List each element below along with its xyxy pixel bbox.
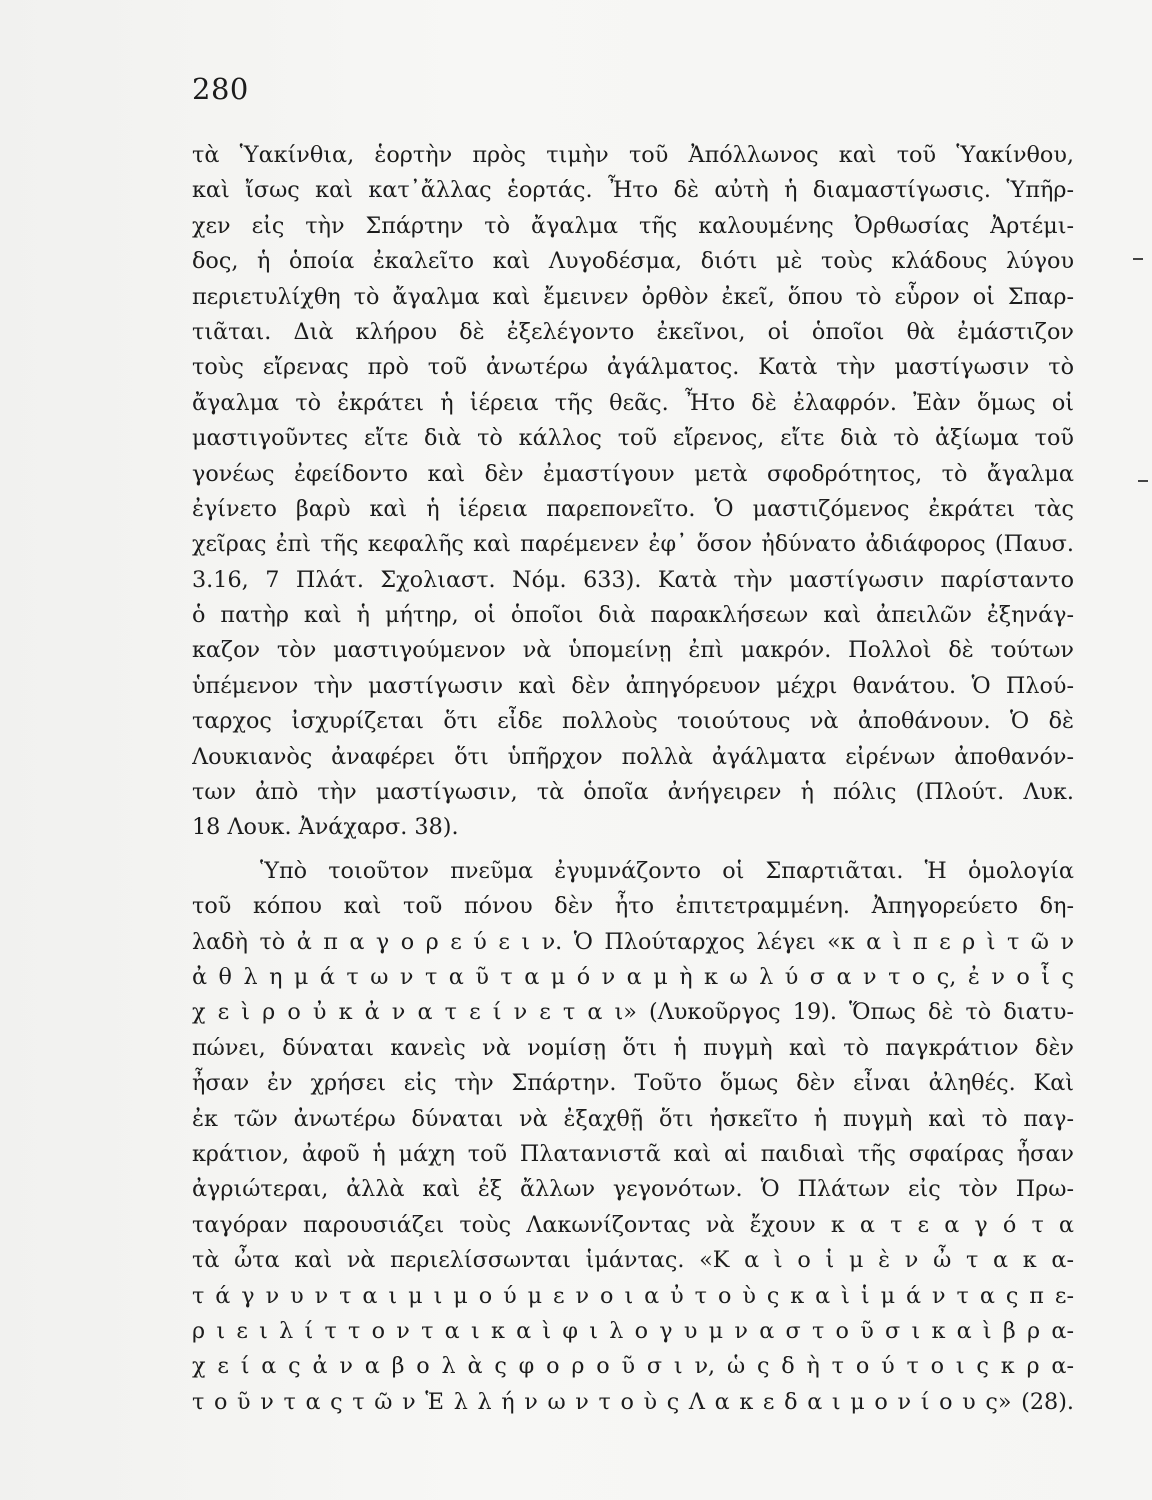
text-line: ὁ πατὴρ καὶ ἡ μήτηρ, οἱ ὁποῖοι διὰ παρακλήσεων καὶ ἀπειλῶν ἐξηνάγ- (192, 602, 1074, 629)
text-line: Ὑπὸ τοιοῦτον πνεῦμα ἐγυμνάζοντο οἱ Σπαρτιᾶται. Ἡ ὁμολογία (260, 857, 1074, 884)
margin-tick (1138, 480, 1148, 482)
text-line: 18 Λουκ. Ἀνάχαρσ. 38). (192, 814, 459, 841)
text-line: τ ο ῦ ν τ α ς τ ῶ ν Ἑ λ λ ή ν ω ν τ ο ὺ ς Λ α κ ε δ α ι μ ο ν ί ο υ ς» (28). (192, 1388, 1074, 1415)
text-line: ρ ι ε ι λ ί τ τ ο ν τ α ι κ α ὶ φ ι λ ο γ υ μ ν α σ τ ο ῦ σ ι κ α ὶ β ρ α- (192, 1317, 1074, 1344)
text-line: ἀγριώτεραι, ἀλλὰ καὶ ἐξ ἄλλων γεγονότων. Ὁ Πλάτων εἰς τὸν Πρω- (192, 1176, 1074, 1203)
text-line: Λουκιανὸς ἀναφέρει ὅτι ὑπῆρχον πολλὰ ἀγάλματα εἰρένων ἀποθανόν- (192, 743, 1074, 770)
text-line: τὰ Ὑακίνθια, ἑορτὴν πρὸς τιμὴν τοῦ Ἀπόλλωνος καὶ τοῦ Ὑακίνθου, (192, 142, 1074, 168)
text-line: ταγόραν παρουσιάζει τοὺς Λακωνίζοντας νὰ ἔχουν κ α τ ε α γ ό τ α (192, 1211, 1074, 1238)
text-line: χ ε ὶ ρ ο ὐ κ ἀ ν α τ ε ί ν ε τ α ι» (Λυκοῦργος 19). Ὅπως δὲ τὸ διατυ- (192, 999, 1074, 1026)
text-line: λαδὴ τὸ ἀ π α γ ο ρ ε ύ ε ι ν. Ὁ Πλούταρχος λέγει «κ α ὶ π ε ρ ὶ τ ῶ ν (192, 928, 1074, 955)
text-line: πώνει, δύναται κανεὶς νὰ νομίσῃ ὅτι ἡ πυγμὴ καὶ τὸ παγκράτιον δὲν (192, 1034, 1074, 1061)
text-line: γονέως ἐφείδοντο καὶ δὲν ἐμαστίγουν μετὰ σφοδρότητος, τὸ ἄγαλμα (192, 460, 1074, 487)
text-line: τ ά γ ν υ ν τ α ι μ ι μ ο ύ μ ε ν ο ι α ὐ τ ο ὺ ς κ α ὶ ἱ μ ά ν τ α ς π ε- (192, 1282, 1074, 1309)
margin-tick (1133, 258, 1143, 260)
text-line: ἄγαλμα τὸ ἐκράτει ἡ ἱέρεια τῆς θεᾶς. Ἦτο δὲ ἐλαφρόν. Ἐὰν ὅμως οἱ (192, 389, 1074, 416)
page-number: 280 (192, 72, 249, 106)
text-line: τιᾶται. Διὰ κλήρου δὲ ἐξελέγοντο ἐκεῖνοι, οἱ ὁποῖοι θὰ ἐμάστιζον (192, 318, 1074, 345)
text-line: χεν εἰς τὴν Σπάρτην τὸ ἄγαλμα τῆς καλουμένης Ὀρθωσίας Ἀρτέμι- (192, 212, 1074, 239)
text-line: χεῖρας ἐπὶ τῆς κεφαλῆς καὶ παρέμενεν ἐφ᾿ ὅσον ἠδύνατο ἀδιάφορος (Παυσ. (192, 531, 1074, 558)
text-line: ἐγίνετο βαρὺ καὶ ἡ ἱέρεια παρεπονεῖτο. Ὁ μαστιζόμενος ἐκράτει τὰς (192, 495, 1074, 522)
text-line: καζον τὸν μαστιγούμενον νὰ ὑπομείνῃ ἐπὶ μακρόν. Πολλοὶ δὲ τούτων (192, 637, 1074, 664)
text-line: δος, ἡ ὁποία ἐκαλεῖτο καὶ Λυγοδέσμα, διότι μὲ τοὺς κλάδους λύγου (192, 248, 1074, 275)
text-line: 3.16, 7 Πλάτ. Σχολιαστ. Νόμ. 633). Κατὰ τὴν μαστίγωσιν παρίσταντο (192, 566, 1074, 593)
paragraph-gap (192, 846, 1074, 854)
text-line: μαστιγοῦντες εἴτε διὰ τὸ κάλλος τοῦ εἴρενος, εἴτε διὰ τὸ ἀξίωμα τοῦ (192, 425, 1074, 452)
text-line: καὶ ἴσως καὶ κατ᾿ἄλλας ἑορτάς. Ἦτο δὲ αὐτὴ ἡ διαμαστίγωσις. Ὑπῆρ- (192, 177, 1074, 204)
text-line: των ἀπὸ τὴν μαστίγωσιν, τὰ ὁποῖα ἀνήγειρεν ἡ πόλις (Πλούτ. Λυκ. (192, 779, 1074, 806)
text-line: περιετυλίχθη τὸ ἄγαλμα καὶ ἔμεινεν ὀρθὸν ἐκεῖ, ὅπου τὸ εὗρον οἱ Σπαρ- (192, 283, 1074, 310)
text-line: ἀ θ λ η μ ά τ ω ν τ α ῦ τ α μ ό ν α μ ὴ κ ω λ ύ σ α ν τ ο ς, ἐ ν ο ἷ ς (192, 963, 1074, 990)
body-text (192, 138, 1074, 1420)
text-line: ὑπέμενον τὴν μαστίγωσιν καὶ δὲν ἀπηγόρευον μέχρι θανάτου. Ὁ Πλού- (192, 672, 1074, 699)
text-line: τὰ ὦτα καὶ νὰ περιελίσσωνται ἱμάντας. «Κ α ὶ ο ἱ μ ὲ ν ὦ τ α κ α- (192, 1247, 1074, 1274)
text-line: ἐκ τῶν ἀνωτέρω δύναται νὰ ἐξαχθῇ ὅτι ἠσκεῖτο ἡ πυγμὴ καὶ τὸ παγ- (192, 1105, 1074, 1132)
text-line: ἦσαν ἐν χρήσει εἰς τὴν Σπάρτην. Τοῦτο ὅμως δὲν εἶναι ἀληθές. Καὶ (192, 1070, 1074, 1097)
text-line: τοῦ κόπου καὶ τοῦ πόνου δὲν ἦτο ἐπιτετραμμένη. Ἀπηγορεύετο δη- (192, 893, 1074, 920)
text-line: κράτιον, ἀφοῦ ἡ μάχη τοῦ Πλατανιστᾶ καὶ αἱ παιδιαὶ τῆς σφαίρας ἦσαν (192, 1140, 1074, 1167)
text-line: χ ε ί α ς ἀ ν α β ο λ ὰ ς φ ο ρ ο ῦ σ ι ν, ὡ ς δ ὴ τ ο ύ τ ο ι ς κ ρ α- (192, 1353, 1074, 1380)
text-line: ταρχος ἰσχυρίζεται ὅτι εἶδε πολλοὺς τοιούτους νὰ ἀποθάνουν. Ὁ δὲ (192, 708, 1074, 735)
text-line: τοὺς εἴρενας πρὸ τοῦ ἀνωτέρω ἀγάλματος. Κατὰ τὴν μαστίγωσιν τὸ (192, 354, 1074, 381)
